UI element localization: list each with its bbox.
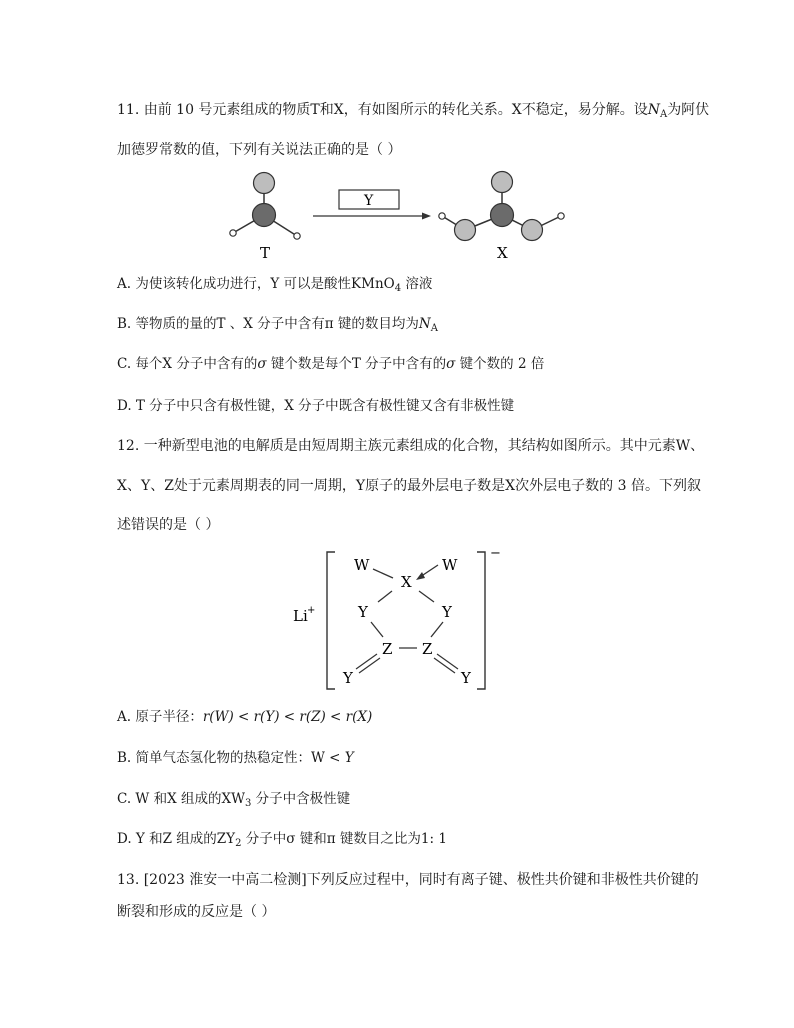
q13-stem-line1: 13. [2023 淮安一中高二检测]下列反应过程中，同时有离子键、极性共价键和非极性共价键的 — [117, 872, 699, 888]
x-atom-small-right — [558, 213, 564, 219]
bracket-right — [477, 552, 485, 689]
bond-y-z-right — [431, 622, 443, 637]
q12-stem-line1: 12. 一种新型电池的电解质是由短周期主族元素组成的化合物，其结构如图所示。其中元素W、 — [117, 438, 705, 454]
q12-stem-line2: X、Y、Z处于元素周期表的同一周期，Y原子的最外层电子数是X次外层电子数的 3 倍。下列叙 — [117, 478, 701, 494]
q12-option-b: B. 简单气态氢化物的热稳定性：W < Y — [117, 750, 354, 766]
t-atom-small-right — [294, 233, 300, 239]
coord-bond-arrowhead — [416, 572, 425, 580]
double-bond-left-b — [359, 658, 380, 673]
t-atom-top — [254, 173, 275, 194]
x-atom-top — [492, 172, 513, 193]
x-atom-small-left — [439, 213, 445, 219]
atom-x: X — [401, 573, 412, 591]
q13-stem-line2: 断裂和形成的反应是（ ） — [117, 904, 276, 920]
atom-y-bottom-left: Y — [343, 669, 353, 687]
atom-w-right: W — [442, 556, 458, 574]
bond-y-z-left — [371, 622, 383, 637]
q11-option-b: B. 等物质的量的T 、X 分子中含有π 键的数目均为$N_A$ — [117, 316, 438, 334]
q11-transformation-figure — [220, 165, 580, 265]
atom-z-left: Z — [382, 640, 393, 658]
q11-option-d: D. T 分子中只含有极性键，X 分子中既含有极性键又含有非极性键 — [117, 398, 515, 414]
t-atom-center — [253, 204, 276, 227]
anion-charge: − — [490, 546, 501, 561]
radius-expression: r(W) < r(Y) < r(Z) < r(X) — [202, 709, 373, 725]
t-label: T — [260, 244, 271, 262]
atom-y-bottom-right: Y — [461, 669, 471, 687]
atom-w-left: W — [354, 556, 370, 574]
double-bond-right-b — [434, 658, 455, 673]
li-ion-charge: + — [307, 605, 316, 616]
reagent-label-y: Y — [364, 193, 374, 209]
t-atom-small-left — [230, 230, 236, 236]
q12-option-c: C. W 和X 组成的$XW_3$ 分子中含极性键 — [117, 791, 351, 809]
atom-z-right: Z — [422, 640, 433, 658]
atom-y-left: Y — [358, 603, 368, 621]
q11-option-c: C. 每个X 分子中含有的σ 键个数是每个T 分子中含有的σ 键个数的 2 倍 — [117, 356, 545, 372]
double-bond-right-a — [437, 654, 458, 669]
bond-w-x — [373, 569, 393, 578]
q12-structure-figure — [285, 545, 515, 697]
bond-x-y-right — [419, 591, 434, 602]
bracket-left — [327, 552, 335, 689]
reaction-arrow-head — [422, 213, 431, 220]
x-atom-left — [455, 220, 476, 241]
x-atom-right — [522, 220, 543, 241]
li-ion-symbol: Li — [293, 607, 308, 625]
q11-stem-line1: 11. 由前 10 号元素组成的物质T和X，有如图所示的转化关系。X不稳定，易分解。设$N_A$为阿伏 — [117, 102, 710, 120]
q11-stem-line2: 加德罗常数的值，下列有关说法正确的是（ ） — [117, 142, 402, 158]
na-symbol: N — [647, 102, 660, 118]
bond-x-y-left — [378, 591, 392, 602]
q12-option-d: D. Y 和Z 组成的$ZY_2$ 分子中σ 键和π 键数目之比为1: 1 — [117, 831, 447, 849]
double-bond-left-a — [356, 654, 377, 669]
q12-stem-line3: 述错误的是（ ） — [117, 517, 220, 533]
q11-option-a: A. 为使该转化成功进行，Y 可以是酸性KMnO$_4$ 溶液 — [117, 276, 433, 294]
x-atom-center — [491, 204, 514, 227]
x-label: X — [497, 244, 508, 262]
q12-option-a: A. 原子半径：r(W) < r(Y) < r(Z) < r(X) — [117, 709, 373, 725]
atom-y-right: Y — [442, 603, 452, 621]
